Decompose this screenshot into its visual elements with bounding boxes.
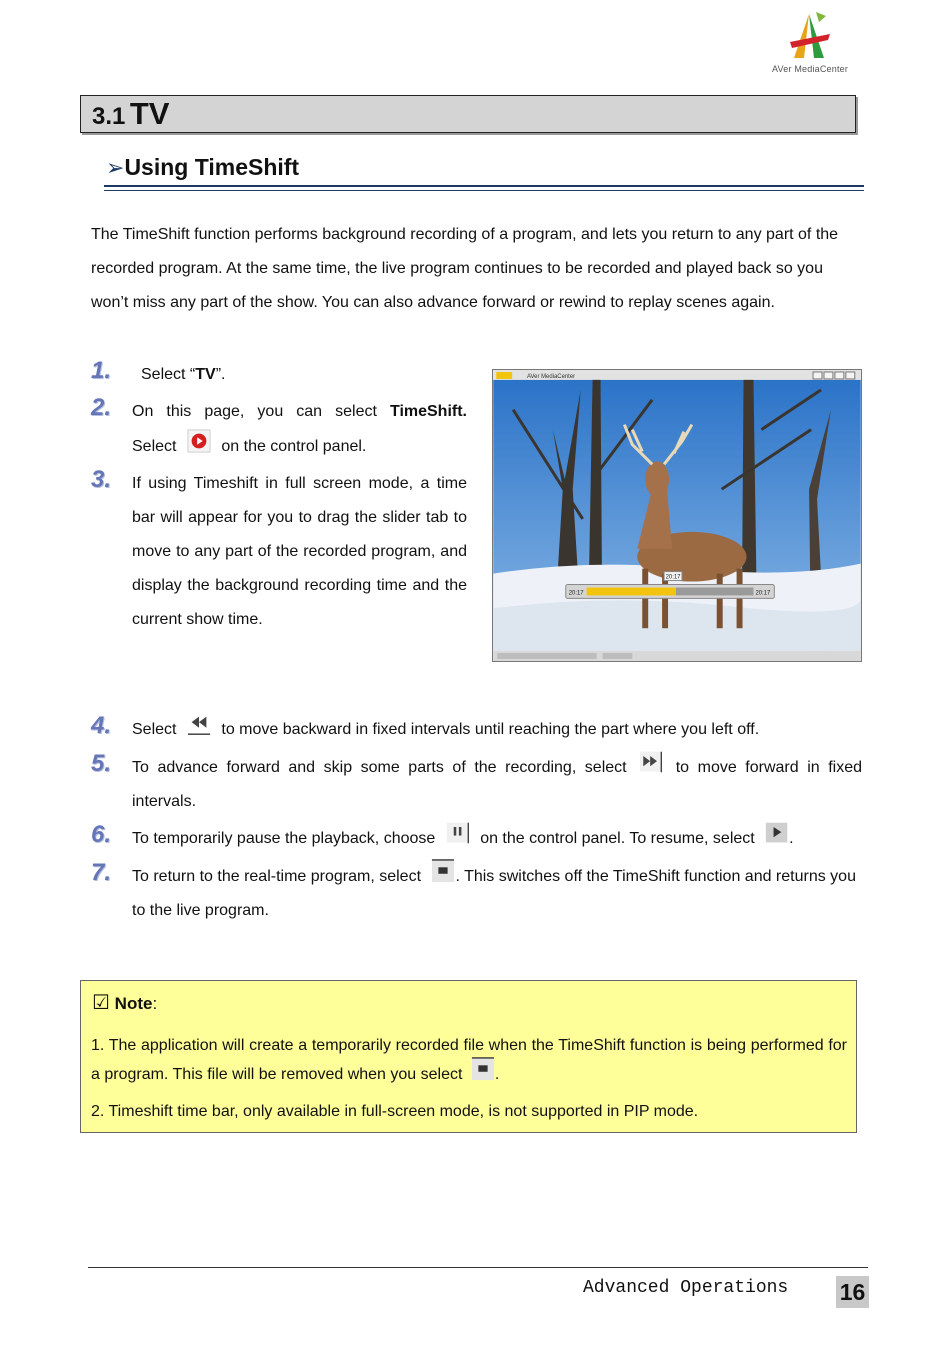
- pause-icon: [446, 821, 470, 845]
- logo-text: AVer MediaCenter: [772, 64, 849, 74]
- footer-rule: [88, 1267, 868, 1268]
- heading-rule-thin: [104, 190, 864, 191]
- step-number: 5.: [91, 750, 112, 777]
- stop-icon: [471, 1057, 495, 1081]
- checkbox-icon: ☑: [92, 992, 110, 1014]
- section-heading-box: [80, 95, 856, 133]
- subsection-title: [106, 154, 299, 181]
- step-2-line-1: On this page, you can select TimeShift.: [132, 403, 467, 420]
- play-icon: [765, 821, 789, 845]
- aver-logo-icon: [786, 12, 832, 62]
- page-number: 16: [836, 1276, 869, 1308]
- step-number: 4.: [91, 712, 112, 739]
- step-6-text: To temporarily pause the playback, choose on the control panel. To resume, select .: [132, 822, 794, 856]
- step-7-text: To return to the real-time program, select . This switches off the TimeShift function and returns you to the live program.: [132, 860, 862, 928]
- time-marker: 20:17: [665, 574, 681, 581]
- note-heading: ☑ Note:: [92, 992, 158, 1014]
- step-number: 3.: [91, 466, 112, 493]
- arrow-bullet-icon: ➢: [106, 155, 125, 180]
- step-2-line-2: Select on the control panel.: [132, 430, 366, 464]
- time-end: 20:17: [755, 590, 771, 597]
- step-1-text: Select “TV”.: [141, 366, 226, 383]
- footer-chapter: Advanced Operations: [583, 1278, 789, 1298]
- step-number: 2.: [91, 394, 112, 421]
- step-4-text: Select to move backward in fixed intervals until reaching the part where you left off.: [132, 713, 759, 747]
- section-name: TV: [129, 96, 170, 131]
- note-item-2: 2. Timeshift time bar, only available in full-screen mode, is not supported in PIP mode.: [91, 1103, 699, 1120]
- heading-rule: [104, 185, 864, 187]
- time-start: 20:17: [568, 590, 584, 597]
- step-5-text: To advance forward and skip some parts of the recording, select to move forward in fixed intervals.: [132, 751, 862, 819]
- timeshift-screenshot: [492, 369, 862, 662]
- section-title: [92, 96, 169, 132]
- record-icon: [187, 429, 211, 453]
- fast-forward-icon: [639, 750, 663, 774]
- note-item-1: 1. The application will create a temporarily recorded file when the TimeShift function is being performed for a program. This file will be removed when you select .: [91, 1037, 847, 1083]
- step-number: 7.: [91, 859, 112, 886]
- step-number: 1.: [91, 357, 112, 384]
- subsection-title-text: Using TimeShift: [124, 154, 300, 180]
- rewind-icon: [187, 712, 211, 736]
- step-number: 6.: [91, 821, 112, 848]
- intro-paragraph: The TimeShift function performs background recording of a program, and lets you return to any part of the recorded program. At the same time, the live program continues to be recorded and played back so you won’t miss any part of the show. You can also advance forward or rewind to replay scenes again.: [91, 226, 839, 311]
- window-title: AVer MediaCenter: [527, 373, 576, 380]
- stop-icon: [431, 859, 455, 883]
- section-number: 3.1: [92, 103, 126, 130]
- step-3-text: If using Timeshift in full screen mode, a time bar will appear for you to drag the slider tab to move to any part of the recorded program, and display the background recording time and the current show time.: [132, 475, 467, 628]
